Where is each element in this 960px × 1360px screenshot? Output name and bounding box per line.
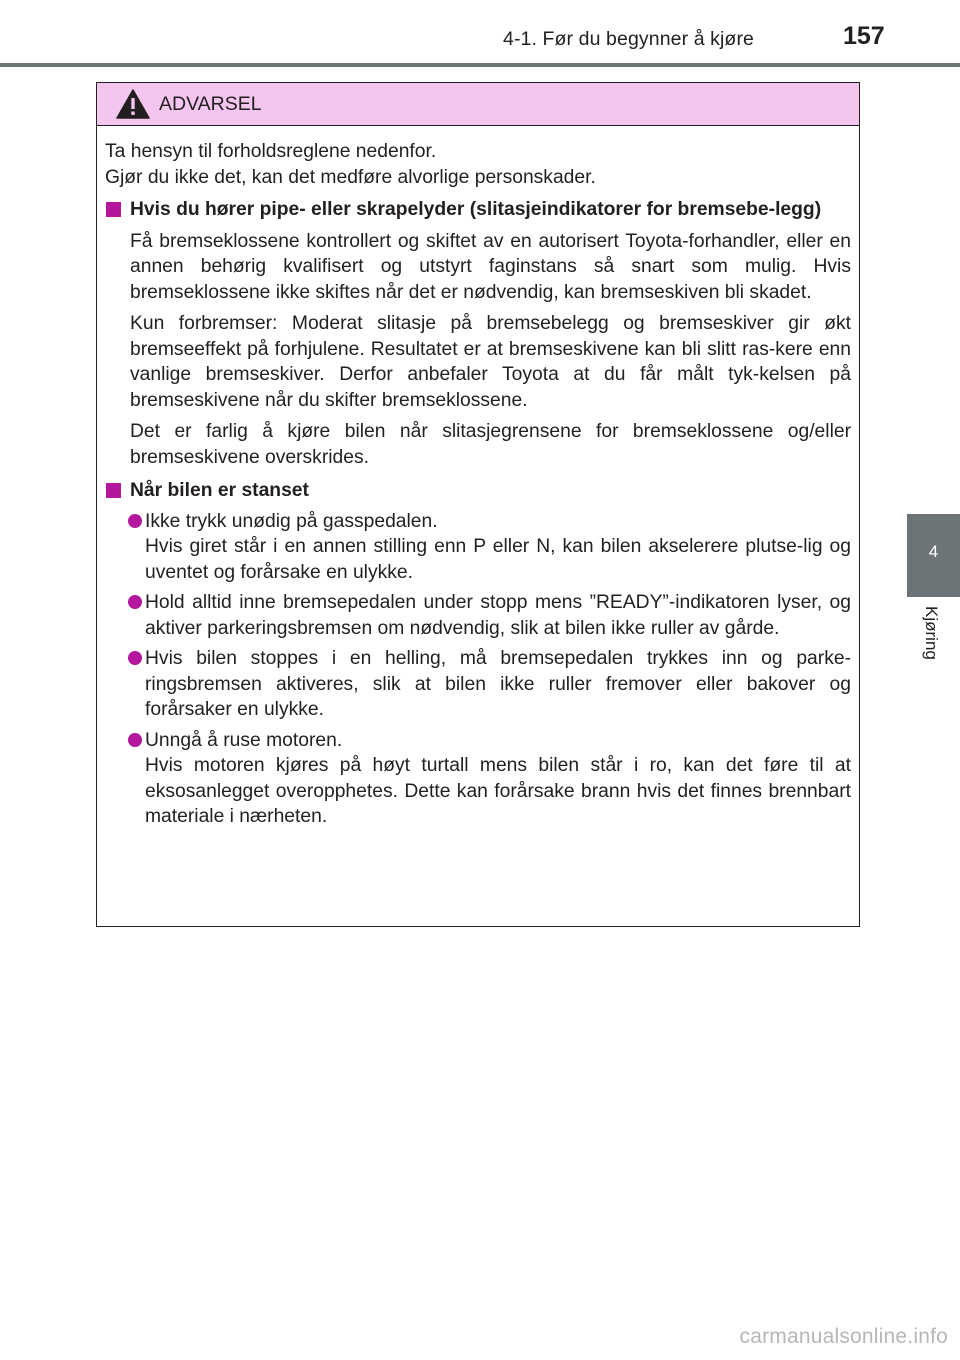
- warning-header: [97, 83, 859, 126]
- section-heading-brake-wear: [105, 197, 851, 223]
- circle-bullet-icon: [128, 733, 142, 747]
- section-heading-text: Når bilen er stanset: [130, 480, 309, 501]
- list-item-continuation: Hvis motoren kjøres på høyt turtall mens bilen står i ro, kan det føre til at eksosanlegget overopphetes. Dette kan forårsake brann hvis det finnes brennbart materiale i nærheten.: [145, 755, 851, 827]
- list-item-continuation: Hvis giret står i en annen stilling enn P eller N, kan bilen akselerere plutse-lig og uventet og forårsake en ulykke.: [145, 536, 851, 583]
- warning-body: [97, 126, 859, 830]
- list-item-text: Unngå å ruse motoren.: [145, 729, 343, 751]
- header-divider: [0, 63, 960, 67]
- list-item: [105, 728, 851, 754]
- chapter-label: Kjøring: [922, 606, 941, 660]
- square-bullet-icon: [106, 202, 121, 217]
- section-heading-text: Hvis du hører pipe- eller skrapelyder (slitasjeindikatorer for bremsebe-legg): [130, 199, 822, 220]
- intro-line-2: Gjør du ikke det, kan det medføre alvorlige personskader.: [105, 166, 596, 188]
- list-item-text: Ikke trykk unødig på gasspedalen.: [145, 510, 438, 532]
- list-item: [105, 509, 851, 535]
- warning-box: [96, 82, 860, 927]
- warning-title: ADVARSEL: [159, 93, 262, 115]
- section-heading-stopped: [105, 478, 851, 504]
- chapter-tab[interactable]: [907, 514, 960, 597]
- section-title: 4-1. Før du begynner å kjøre: [503, 28, 754, 50]
- circle-bullet-icon: [128, 514, 142, 528]
- warning-triangle-icon: [116, 89, 150, 119]
- chapter-number: 4: [928, 542, 939, 561]
- square-bullet-icon: [106, 483, 121, 498]
- page-number: 157: [843, 22, 885, 50]
- list-item: [105, 590, 851, 641]
- paragraph: Det er farlig å kjøre bilen når slitasjegrensene for bremseklossene og/eller bremseskivene overskrides.: [130, 421, 851, 468]
- paragraph: Få bremseklossene kontrollert og skiftet av en autorisert Toyota-forhandler, eller en annen behørig kvalifisert og utstyrt faginstans så snart som mulig. Hvis bremseklossene ikke skiftes når det er nødvendig, kan bremseskiven bli skadet.: [130, 230, 851, 303]
- circle-bullet-icon: [128, 595, 142, 609]
- list-item-text: Hvis bilen stoppes i en helling, må bremsepedalen trykkes inn og parke-ringsbremsen aktiveres, slik at bilen ikke ruller fremover eller bakover og forårsaker en ulykke.: [145, 648, 851, 720]
- circle-bullet-icon: [128, 651, 142, 665]
- watermark: carmanualsonline.info: [739, 1325, 948, 1348]
- list-item: [105, 646, 851, 723]
- intro-line-1: Ta hensyn til forholdsreglene nedenfor.: [105, 141, 437, 162]
- paragraph: Kun forbremser: Moderat slitasje på bremsebelegg og bremseskiver gir økt bremseeffekt på forhjulene. Resultatet er at bremseskivene kan bli slitt ras-kere enn vanlige bremseskiver. Derfor anbefaler Toyota at du får målt tyk-kelsen på bremseskivene når du skifter bremseklossene.: [130, 313, 851, 411]
- list-item-text: Hold alltid inne bremsepedalen under stopp mens ”READY”-indikatoren lyser, og aktiver parkeringsbremsen om nødvendig, slik at bilen ikke ruller av gårde.: [145, 592, 851, 639]
